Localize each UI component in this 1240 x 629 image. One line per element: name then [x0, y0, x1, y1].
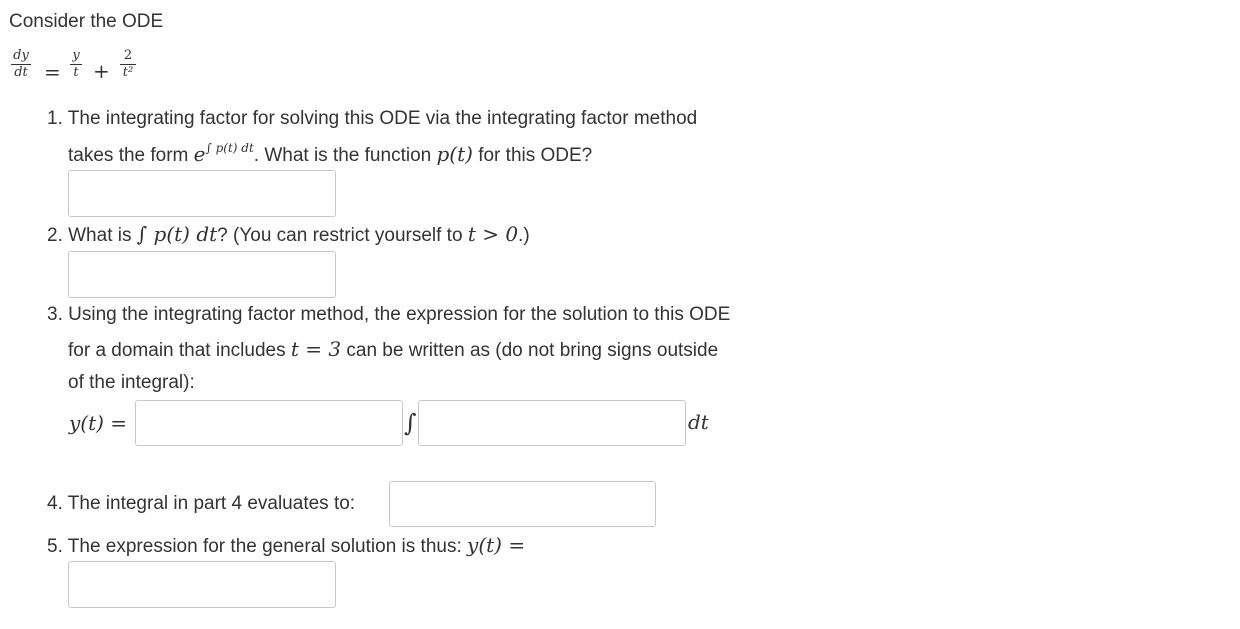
q1-answer-input[interactable]: [68, 170, 336, 217]
q1-line2-suffix: . What is the function: [253, 145, 437, 166]
q5-answer-input[interactable]: [68, 561, 336, 608]
q5-math: y(t) =: [467, 533, 526, 557]
q3-dt: dt: [688, 410, 709, 434]
q2-end: .): [518, 225, 530, 246]
ode-lhs-denominator: dt: [14, 65, 28, 80]
q1-func: p(t): [436, 142, 473, 166]
ode-plus: +: [93, 59, 110, 83]
q4-text: 4. The integral in part 4 evaluates to:: [47, 493, 356, 514]
q3-condition: t = 3: [290, 337, 342, 361]
ode-term1-numerator: y: [72, 48, 80, 63]
q1-exp-power: ∫ p(t) dt: [205, 141, 254, 155]
ode-equals: =: [44, 60, 61, 84]
q2-text: [47, 222, 530, 248]
q3-line2: [68, 337, 718, 363]
q3-lhs: y(t) =: [69, 411, 128, 435]
ode-lhs-numerator: dy: [13, 48, 29, 63]
ode-lhs-fraction: [11, 49, 31, 80]
ode-term2-fraction: [120, 49, 136, 80]
q2-integral: ∫ p(t) dt: [136, 222, 218, 246]
q2-condition: t > 0: [467, 222, 519, 246]
q1-line1: 1. The integrating factor for solving this ODE via the integrating factor method: [47, 108, 698, 129]
q3-line3: of the integral):: [68, 372, 195, 393]
q3-integrand-input[interactable]: [418, 400, 686, 446]
intro-text: Consider the ODE: [9, 11, 164, 32]
q1-line2-prefix: takes the form: [68, 145, 194, 166]
q5-prefix: 5. The expression for the general solution is thus:: [47, 536, 468, 557]
ode-term2-denominator: t²: [122, 65, 134, 80]
q3-line2-suffix: can be written as (do not bring signs outside: [341, 340, 719, 361]
q2-answer-input[interactable]: [68, 251, 336, 298]
q2-prefix: 2. What is: [47, 225, 137, 246]
ode-term1-denominator: t: [73, 65, 79, 80]
q3-line1: 3. Using the integrating factor method, the expression for the solution to this ODE: [47, 304, 731, 325]
ode-term2-numerator: 2: [123, 48, 133, 63]
q5-text: [47, 533, 525, 559]
q2-middle: ? (You can restrict yourself to: [217, 225, 468, 246]
q1-line2-end: for this ODE?: [472, 145, 593, 166]
q3-factor-input[interactable]: [135, 400, 403, 446]
q4-answer-input[interactable]: [389, 481, 656, 527]
q1-exp-base: e: [193, 142, 206, 166]
q3-line2-prefix: for a domain that includes: [68, 340, 291, 361]
q3-integral-sign: ∫: [404, 409, 417, 437]
q1-line2: [68, 142, 592, 169]
ode-term1-fraction: [70, 49, 82, 80]
